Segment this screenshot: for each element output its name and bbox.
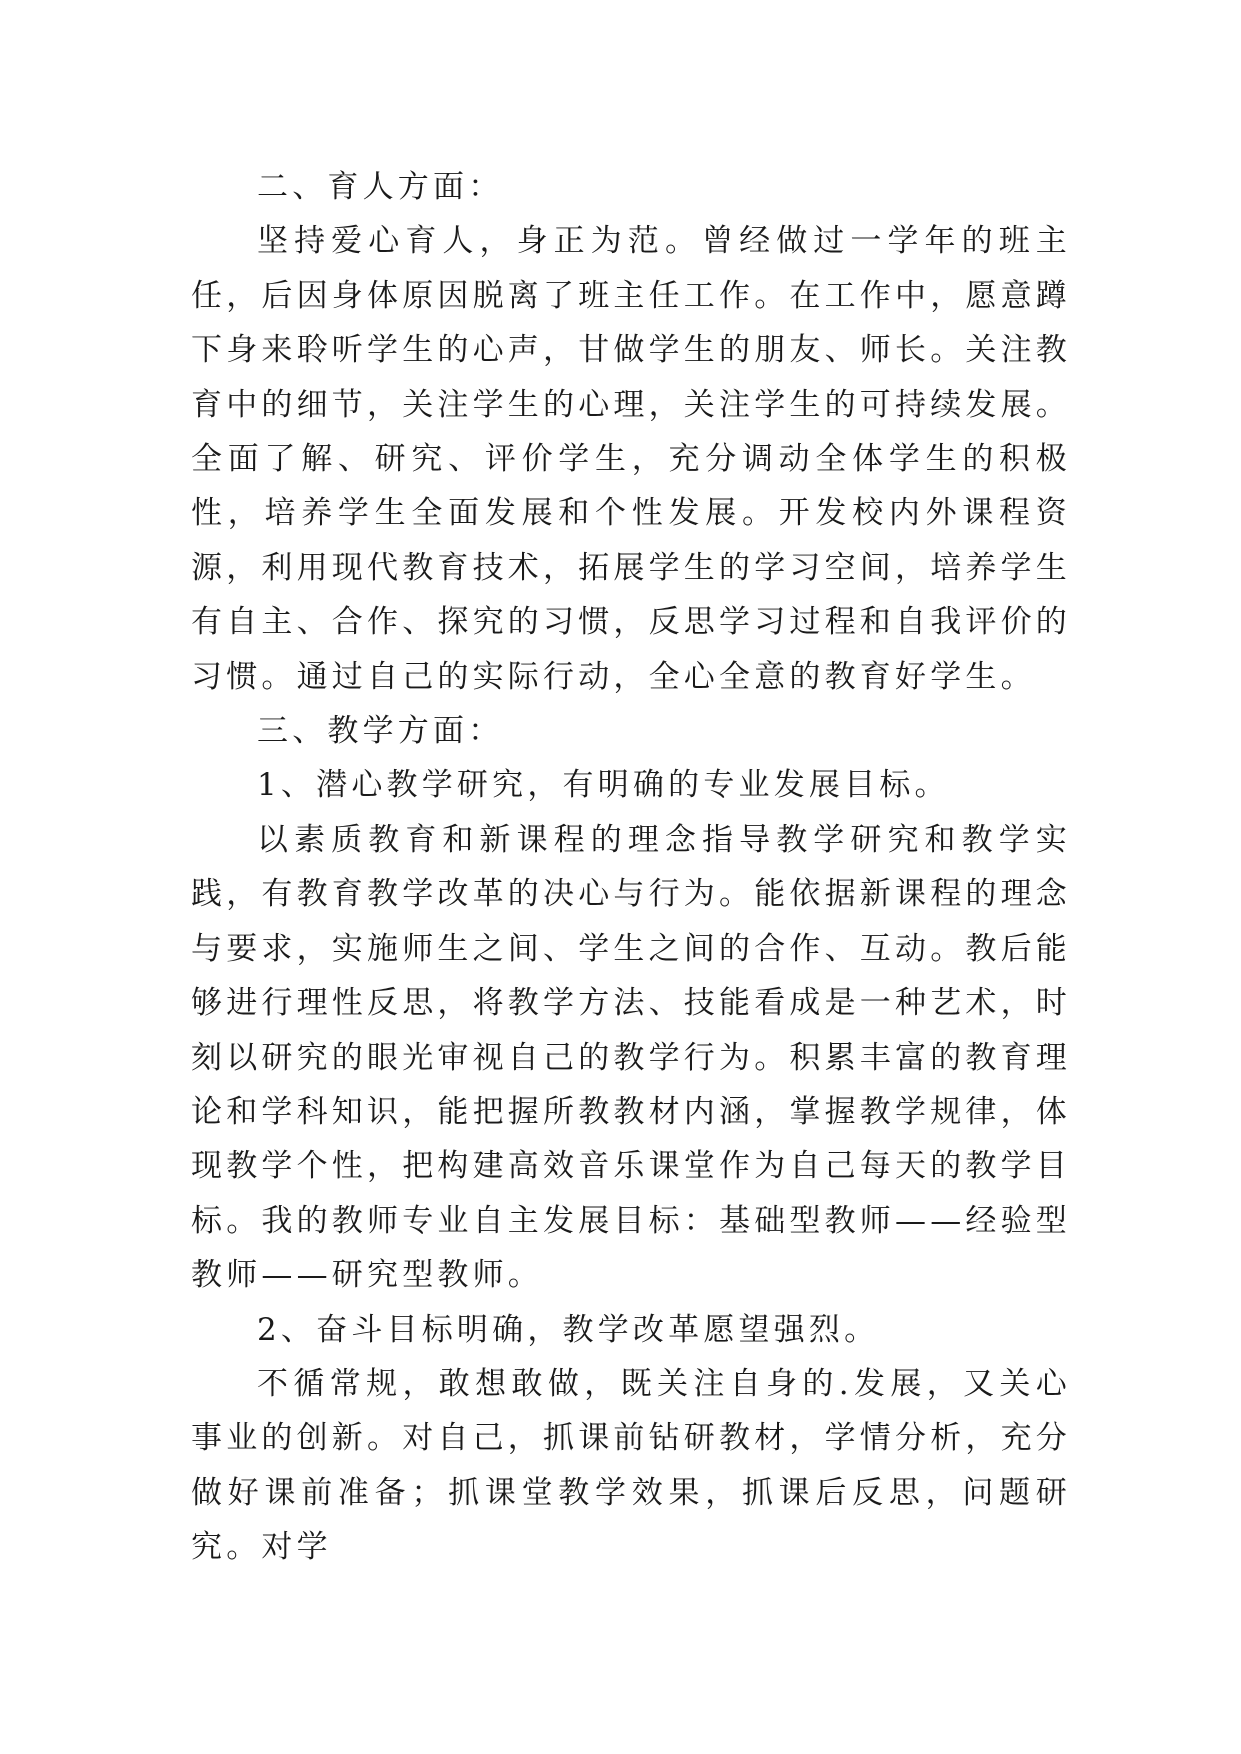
document-body <box>191 160 1071 1575</box>
paragraph-education: 坚持爱心育人，身正为范。曾经做过一学年的班主任，后因身体原因脱离了班主任工作。在工作中，愿意蹲下身来聆听学生的心声，甘做学生的朋友、师长。关注教育中的细节，关注学生的心理，关注学生的可持续发展。全面了解、研究、评价学生，充分调动全体学生的积极性，培养学生全面发展和个性发展。开发校内外课程资源，利用现代教育技术，拓展学生的学习空间，培养学生有自主、合作、探究的习惯，反思学习过程和自我评价的习惯。通过自己的实际行动，全心全意的教育好学生。 <box>191 223 1071 695</box>
section-heading-education: 二、育人方面： <box>257 169 504 205</box>
paragraph-goals: 不循常规，敢想敢做，既关注自身的.发展，又关心事业的创新。对自己，抓课前钻研教材，学情分析，充分做好课前准备；抓课堂教学效果，抓课后反思，问题研究。对学 <box>191 1365 1071 1566</box>
subheading-research: 1、潜心教学研究，有明确的专业发展目标。 <box>257 767 950 804</box>
subheading-goals: 2、奋斗目标明确，教学改革愿望强烈。 <box>257 1311 880 1348</box>
paragraph-research: 以素质教育和新课程的理念指导教学研究和教学实践，有教育教学改革的决心与行为。能依据新课程的理念与要求，实施师生之间、学生之间的合作、互动。教后能够进行理性反思，将教学方法、技能看成是一种艺术，时刻以研究的眼光审视自己的教学行为。积累丰富的教育理论和学科知识，能把握所教教材内涵，掌握教学规律，体现教学个性，把构建高效音乐课堂作为自己每天的教学目标。我的教师专业自主发展目标：基础型教师——经验型教师——研究型教师。 <box>191 821 1071 1294</box>
section-heading-teaching: 三、教学方面： <box>257 713 504 750</box>
